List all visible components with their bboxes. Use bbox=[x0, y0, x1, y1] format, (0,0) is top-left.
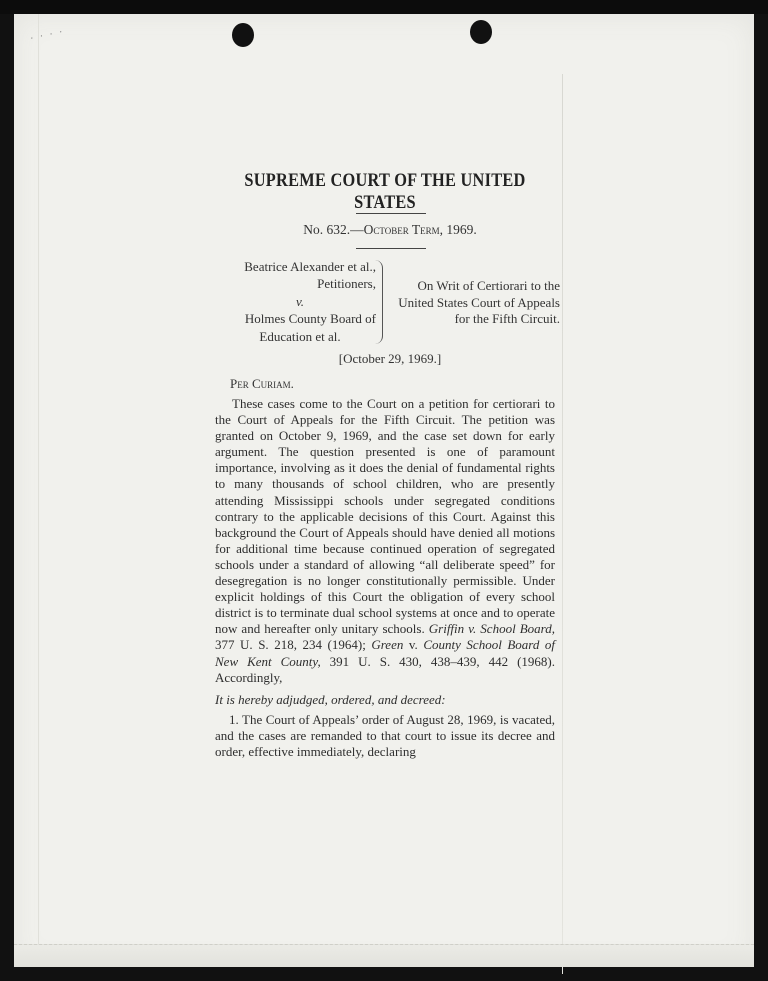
case-parties bbox=[210, 258, 376, 345]
punch-hole-right bbox=[470, 20, 492, 44]
opinion-body bbox=[215, 396, 555, 760]
writ-description: On Writ of Certiorari to the United States Court of Appeals for the Fifth Circuit. bbox=[398, 278, 560, 326]
opinion-paragraph bbox=[215, 396, 555, 686]
term-year: , 1969. bbox=[439, 222, 477, 237]
citation-case: County School Board of New Kent County, bbox=[215, 637, 556, 669]
docket-line bbox=[210, 222, 570, 238]
fold-line bbox=[562, 74, 563, 974]
paragraph-text: These cases come to the Court on a petition for certiorari to the Court of Appeals for the Fifth Circuit. The petition was granted on October 9, 1969, and the case set down for early argument. The question presented is one of paramount importance, involving as it does the denial of fundamental rights to many thousands of school children, who are presently attending Mississippi schools under segregated conditions contrary to the applicable decisions of this Court. Against this background the Court of Appeals should have denied all motions for additional time because continued operation of segregated schools under a standard of allowing “all deliberate speed” for desegregation is no longer constitutionally permissible. Under explicit holdings of this Court the obligation of every school district is to terminate dual school systems at once and to operate now and hereafter only unitary schools. bbox=[215, 396, 555, 637]
decision-date: [October 29, 1969.] bbox=[338, 351, 442, 366]
petitioner-role: Petitioners, bbox=[317, 276, 376, 292]
term-label: October Term bbox=[363, 222, 440, 237]
respondent-name-cont: Education et al. bbox=[259, 328, 341, 344]
versus: v. bbox=[295, 293, 305, 309]
order-line: It is hereby adjudged, ordered, and decreed: bbox=[215, 691, 446, 707]
court-title: SUPREME COURT OF THE UNITED STATES bbox=[244, 170, 526, 213]
citation-versus: v. bbox=[403, 637, 424, 653]
petitioner-name: Beatrice Alexander et al., bbox=[244, 259, 376, 274]
title-rule bbox=[356, 213, 426, 214]
docket-rule bbox=[356, 248, 426, 249]
docket-number: No. 632.— bbox=[303, 222, 364, 237]
punch-hole-left bbox=[232, 23, 254, 47]
per-curiam-heading: Per Curiam. bbox=[230, 376, 294, 391]
respondent-name: Holmes County Board of bbox=[244, 311, 376, 327]
stamp-mark: · · · · bbox=[29, 26, 66, 45]
order-item-1: 1. The Court of Appeals’ order of August 28, 1969, is vacated, and the cases are remanded to that court to issue its decree and order, effective immediately, declaring bbox=[215, 711, 555, 759]
scan-border bbox=[0, 0, 768, 14]
citation-case: Green bbox=[371, 637, 404, 653]
page-edge bbox=[38, 14, 39, 967]
citation-reference: 377 U. S. 218, 234 (1964); bbox=[215, 637, 372, 653]
citation-case: Griffin v. School Board, bbox=[428, 621, 555, 637]
citation-reference: 391 U. S. 430, 438–439, 442 (1968). Accordingly, bbox=[215, 653, 555, 685]
page-bottom-strip bbox=[14, 944, 754, 967]
